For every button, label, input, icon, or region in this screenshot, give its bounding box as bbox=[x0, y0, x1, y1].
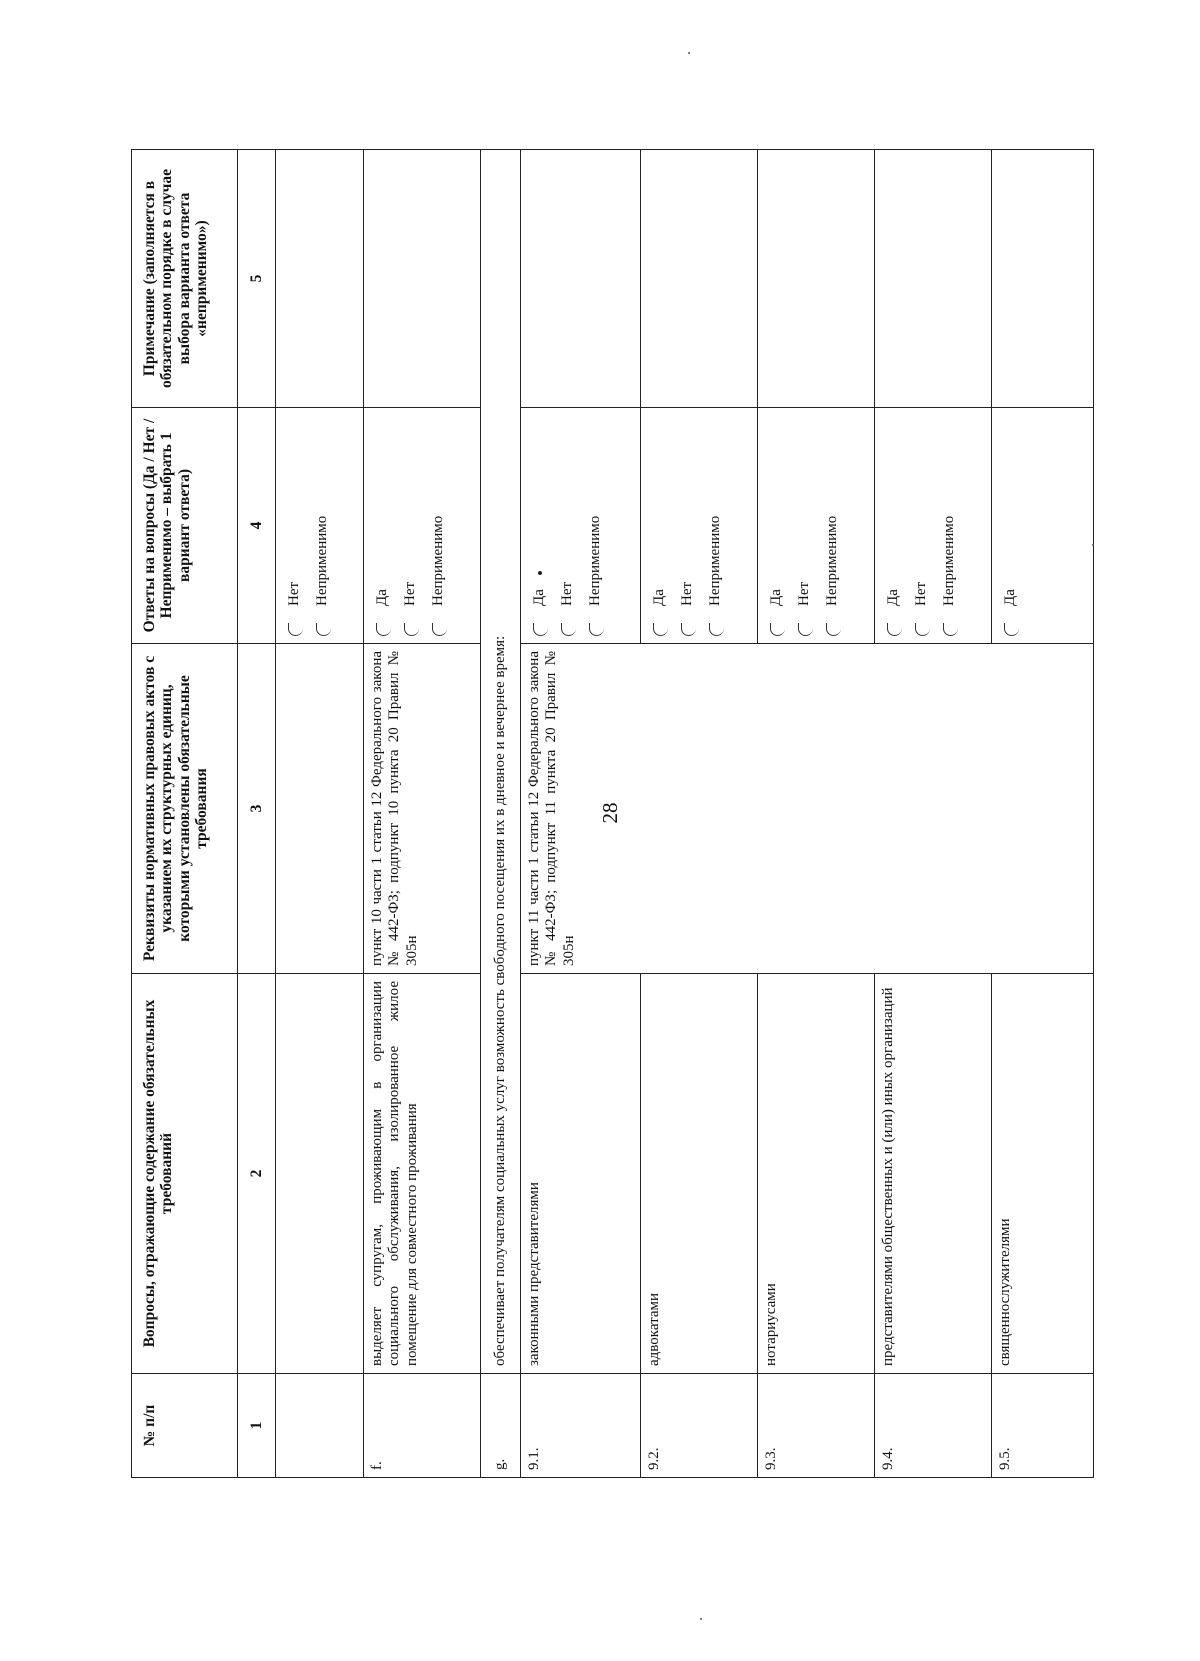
option-label: Да bbox=[651, 589, 668, 606]
answer-option-no[interactable] bbox=[281, 415, 309, 636]
row-question: нотариусами bbox=[758, 974, 875, 1374]
answer-option-not-applicable[interactable] bbox=[702, 415, 730, 636]
table-row bbox=[364, 150, 481, 1478]
row-question: выделяет супругам, проживающим в организации социального обслуживания, изолированное жилое помещение для совместного проживания bbox=[364, 974, 481, 1374]
answer-option-no[interactable] bbox=[908, 415, 936, 636]
option-label: Неприменимо bbox=[824, 515, 841, 606]
answer-option-yes[interactable] bbox=[526, 415, 554, 636]
row-answers bbox=[758, 408, 875, 644]
row-law: пункт 10 части 1 статьи 12 Федерального закона № 442-ФЗ; подпункт 10 пункта 20 Правил № 305н bbox=[364, 644, 481, 974]
radio-icon[interactable] bbox=[943, 623, 958, 636]
header-num: № п/п bbox=[132, 1374, 238, 1478]
row-answers bbox=[992, 408, 1094, 644]
option-label: Да bbox=[1002, 589, 1019, 606]
answer-option-no[interactable] bbox=[554, 415, 582, 636]
row-note bbox=[758, 150, 875, 408]
answer-option-yes[interactable] bbox=[646, 415, 674, 636]
radio-icon[interactable] bbox=[589, 623, 604, 636]
table-row bbox=[276, 150, 364, 1478]
option-label: Неприменимо bbox=[587, 515, 604, 606]
scan-speck bbox=[700, 1618, 702, 1620]
scan-speck bbox=[688, 52, 690, 54]
answer-option-not-applicable[interactable] bbox=[309, 415, 337, 636]
column-number: 1 bbox=[238, 1374, 276, 1478]
answer-option-no[interactable] bbox=[674, 415, 702, 636]
radio-icon[interactable] bbox=[288, 623, 303, 636]
row-note bbox=[641, 150, 758, 408]
header-answers: Ответы на вопросы (Да / Нет / Неприменимо – выбрать 1 вариант ответа) bbox=[132, 408, 238, 644]
row-number bbox=[276, 1374, 364, 1478]
scan-speck bbox=[1092, 544, 1094, 546]
radio-icon[interactable] bbox=[561, 623, 576, 636]
radio-icon[interactable] bbox=[887, 623, 902, 636]
header-law: Реквизиты нормативных правовых актов с указанием их структурных единиц, которыми установлены обязательные требования bbox=[132, 644, 238, 974]
row-question bbox=[276, 974, 364, 1374]
column-number-row bbox=[238, 150, 276, 1478]
row-question: адвокатами bbox=[641, 974, 758, 1374]
row-note bbox=[875, 150, 992, 408]
radio-icon[interactable] bbox=[404, 623, 419, 636]
radio-icon[interactable] bbox=[681, 623, 696, 636]
answer-option-not-applicable[interactable] bbox=[582, 415, 610, 636]
radio-icon[interactable] bbox=[709, 623, 724, 636]
row-question: священнослужителями bbox=[992, 974, 1094, 1374]
radio-icon[interactable] bbox=[533, 623, 548, 636]
row-law bbox=[276, 644, 364, 974]
answer-option-no[interactable] bbox=[791, 415, 819, 636]
table-header-row bbox=[132, 150, 238, 1478]
header-note: Примечание (заполняется в обязательном порядке в случае выбора варианта ответа «неприменимо») bbox=[132, 150, 238, 408]
row-number: g. bbox=[481, 1374, 521, 1478]
row-number: 9.4. bbox=[875, 1374, 992, 1478]
option-label: Нет bbox=[796, 581, 813, 606]
row-number: 9.1. bbox=[521, 1374, 641, 1478]
option-label: Нет bbox=[286, 581, 303, 606]
column-number: 5 bbox=[238, 150, 276, 408]
page-number: 28 bbox=[598, 802, 622, 824]
option-label: Неприменимо bbox=[314, 515, 331, 606]
option-label: Да bbox=[374, 589, 391, 606]
option-label: Нет bbox=[559, 581, 576, 606]
row-question: представителями общественных и (или) иных организаций bbox=[875, 974, 992, 1374]
answer-option-yes[interactable] bbox=[880, 415, 908, 636]
radio-icon[interactable] bbox=[1004, 623, 1019, 636]
radio-icon[interactable] bbox=[770, 623, 785, 636]
row-number: 9.3. bbox=[758, 1374, 875, 1478]
radio-icon[interactable] bbox=[376, 623, 391, 636]
row-answers bbox=[276, 408, 364, 644]
answer-option-not-applicable[interactable] bbox=[936, 415, 964, 636]
answer-option-not-applicable[interactable] bbox=[425, 415, 453, 636]
radio-icon[interactable] bbox=[798, 623, 813, 636]
row-law: пункт 11 части 1 статьи 12 Федерального закона № 442-ФЗ; подпункт 11 пункта 20 Правил № 305н bbox=[521, 644, 1094, 974]
row-answers bbox=[521, 408, 641, 644]
section-row bbox=[481, 150, 521, 1478]
option-label: Неприменимо bbox=[941, 515, 958, 606]
row-number: f. bbox=[364, 1374, 481, 1478]
radio-icon[interactable] bbox=[432, 623, 447, 636]
row-note bbox=[276, 150, 364, 408]
column-number: 2 bbox=[238, 974, 276, 1374]
option-label: Неприменимо bbox=[430, 515, 447, 606]
row-number: 9.5. bbox=[992, 1374, 1094, 1478]
header-question: Вопросы, отражающие содержание обязательных требований bbox=[132, 974, 238, 1374]
answer-option-not-applicable[interactable] bbox=[819, 415, 847, 636]
option-label: Нет bbox=[402, 581, 419, 606]
option-label: Да bbox=[885, 589, 902, 606]
radio-icon[interactable] bbox=[826, 623, 841, 636]
row-number: 9.2. bbox=[641, 1374, 758, 1478]
requirements-table-sheet bbox=[131, 150, 1093, 1478]
answer-option-yes[interactable] bbox=[369, 415, 397, 636]
answer-option-yes[interactable] bbox=[997, 415, 1025, 636]
radio-icon[interactable] bbox=[653, 623, 668, 636]
table-row bbox=[521, 150, 641, 1478]
row-answers bbox=[364, 408, 481, 644]
section-text: обеспечивает получателям социальных услуг возможность свободного посещения их в дневное и вечернее время: bbox=[481, 150, 521, 1374]
row-note bbox=[364, 150, 481, 408]
answer-option-no[interactable] bbox=[397, 415, 425, 636]
radio-icon[interactable] bbox=[915, 623, 930, 636]
option-label: Да bbox=[768, 589, 785, 606]
answer-option-yes[interactable] bbox=[763, 415, 791, 636]
column-number: 4 bbox=[238, 408, 276, 644]
option-label: Нет bbox=[679, 581, 696, 606]
radio-icon[interactable] bbox=[316, 623, 331, 636]
row-answers bbox=[641, 408, 758, 644]
row-answers bbox=[875, 408, 992, 644]
row-note bbox=[992, 150, 1094, 408]
column-number: 3 bbox=[238, 644, 276, 974]
requirements-table bbox=[131, 149, 1094, 1478]
option-label: Неприменимо bbox=[707, 515, 724, 606]
scan-speck bbox=[538, 571, 542, 575]
row-note bbox=[521, 150, 641, 408]
option-label: Да bbox=[531, 589, 548, 606]
option-label: Нет bbox=[913, 581, 930, 606]
row-question: законными представителями bbox=[521, 974, 641, 1374]
